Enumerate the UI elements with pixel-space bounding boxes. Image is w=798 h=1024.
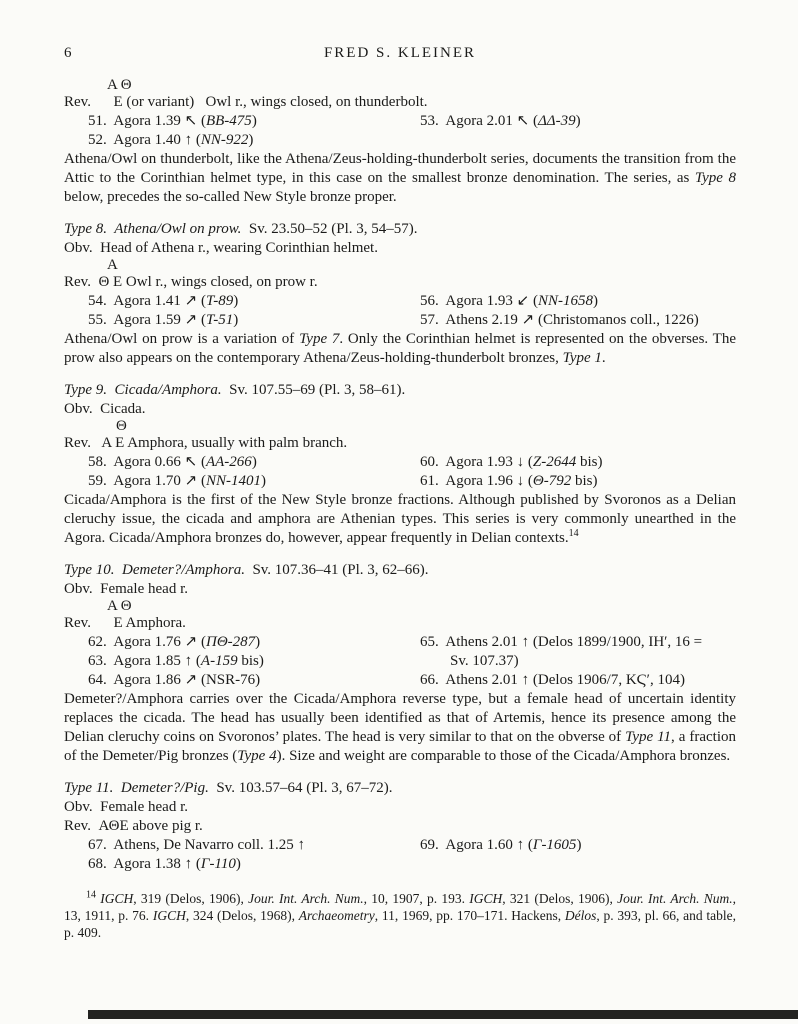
commentary-paragraph: Cicada/Amphora is the first of the New Style bronze fractions. Although published by Svoronos as a Delian cleruchy issue, the cicada and amphora are Athenian types. This series is very commonly unearthed in the Agora. Cicada/Amphora bronzes do, however, appear frequently in Delian contexts.$^{14}$ [64, 492, 736, 546]
entries-right-column [420, 112, 736, 150]
catalogue-entry: 52. Agora 1.40 ↑ (NN-922) [88, 132, 254, 148]
catalogue-entry: 54. Agora 1.41 ↗ (T-89) [88, 293, 239, 309]
rev-monogram-top: A Θ [107, 77, 132, 93]
section-type-11 [64, 779, 736, 874]
entries-right-column [420, 453, 736, 491]
catalogue-entry: 57. Athens 2.19 ↗ (Christomanos coll., 1226) [420, 312, 699, 328]
catalogue-entry: 67. Athens, De Navarro coll. 1.25 ↑ [88, 837, 306, 853]
commentary-paragraph: Athena/Owl on thunderbolt, like the Athena/Zeus-holding-thunderbolt series, documents the transition from the Attic to the Corinthian helmet type, in this case on the smallest bronze denomination. The series, as Type 8 below, precedes the so-called New Style bronze proper. [64, 151, 736, 205]
catalogue-entry: 61. Agora 1.96 ↓ (Θ-792 bis) [420, 473, 598, 489]
section-type-7-continuation [64, 78, 736, 207]
catalogue-entry: 53. Agora 2.01 ↖ (ΔΔ-39) [420, 113, 581, 129]
obv-line: Obv. Head of Athena r., wearing Corinthian helmet. [64, 240, 378, 256]
commentary-paragraph: Athena/Owl on prow is a variation of Type 7. Only the Corinthian helmet is represented on the obverses. The prow also appears on the contemporary Athena/Zeus-holding-thunderbolt bronzes, Type 1. [64, 331, 736, 366]
rev-line: Rev. A E Amphora, usually with palm branch. [64, 435, 348, 451]
catalogue-entries [64, 836, 736, 874]
catalogue-entry: 64. Agora 1.86 ↗ (NSR-76) [88, 672, 261, 688]
rev-monogram-top: A [107, 257, 118, 273]
catalogue-entry: 59. Agora 1.70 ↗ (NN-1401) [88, 473, 266, 489]
type-heading: Type 9. Cicada/Amphora. Sv. 107.55–69 (Pl. 3, 58–61). [64, 382, 406, 398]
entries-right-column [420, 292, 736, 330]
section-type-8 [64, 220, 736, 368]
type-heading: Type 8. Athena/Owl on prow. Sv. 23.50–52 (Pl. 3, 54–57). [64, 221, 418, 237]
catalogue-entry: 56. Agora 1.93 ↙ (NN-1658) [420, 293, 598, 309]
scan-edge-artifact [88, 1010, 798, 1019]
catalogue-entry: 55. Agora 1.59 ↗ (T-51) [88, 312, 239, 328]
section-type-10 [64, 561, 736, 766]
rev-monogram-top: Θ [116, 418, 127, 434]
catalogue-entry-continuation: Sv. 107.37) [420, 653, 519, 669]
catalogue-entries [64, 292, 736, 330]
catalogue-entry: 60. Agora 1.93 ↓ (Z-2644 bis) [420, 454, 603, 470]
entries-left-column [64, 836, 420, 874]
catalogue-entries [64, 633, 736, 690]
footnote-14: $^{14}$ IGCH, 319 (Delos, 1906), Jour. Int. Arch. Num., 10, 1907, p. 193. IGCH, 321 (Delos, 1906), Jour. Int. Arch. Num., 13, 1911, p. 76. IGCH, 324 (Delos, 1968), Archaeometry, 11, 1969, pp. 170–171. Hackens, Délos, p. 393, pl. 66, and table, p. 409. [64, 889, 736, 940]
catalogue-entries [64, 112, 736, 150]
entries-right-column [420, 633, 736, 690]
rev-monogram-top: A Θ [107, 598, 132, 614]
commentary-paragraph: Demeter?/Amphora carries over the Cicada/Amphora reverse type, but a female head of uncertain identity replaces the cicada. The head has usually been identified as that of Artemis, hence its presence among the Delian cleruchy coins on Svoronos’ plates. The head is very similar to that on the obverse of Type 11, a fraction of the Demeter/Pig bronzes (Type 4). Size and weight are comparable to those of the Cicada/Amphora bronzes. [64, 691, 736, 764]
catalogue-entry: 69. Agora 1.60 ↑ (Γ-1605) [420, 837, 582, 853]
obv-line: Obv. Cicada. [64, 401, 146, 417]
entries-right-column [420, 836, 736, 874]
rev-line: Rev. E (or variant) Owl r., wings closed, on thunderbolt. [64, 94, 428, 110]
catalogue-entry: 62. Agora 1.76 ↗ (ΠΘ-287) [88, 634, 261, 650]
obv-line: Obv. Female head r. [64, 799, 188, 815]
page-number: 6 [64, 45, 72, 61]
catalogue-entry: 51. Agora 1.39 ↖ (BB-475) [88, 113, 257, 129]
catalogue-entry: 66. Athens 2.01 ↑ (Delos 1906/7, ΚϚ′, 104) [420, 672, 685, 688]
type-heading: Type 11. Demeter?/Pig. Sv. 103.57–64 (Pl. 3, 67–72). [64, 780, 393, 796]
page-header [64, 44, 736, 63]
catalogue-entries [64, 453, 736, 491]
section-type-9 [64, 381, 736, 548]
obv-line: Obv. Female head r. [64, 581, 188, 597]
entries-left-column [64, 112, 420, 150]
catalogue-entry: 58. Agora 0.66 ↖ (AA-266) [88, 454, 257, 470]
rev-line: Rev. ΑΘΕ above pig r. [64, 818, 203, 834]
rev-line: Rev. Θ E Owl r., wings closed, on prow r. [64, 274, 318, 290]
catalogue-entry: 63. Agora 1.85 ↑ (A-159 bis) [88, 653, 264, 669]
catalogue-entry: 68. Agora 1.38 ↑ (Γ-110) [88, 856, 241, 872]
catalogue-entry: 65. Athens 2.01 ↑ (Delos 1899/1900, ΙΗ′, 16 = [420, 634, 703, 650]
running-header: FRED S. KLEINER [323, 45, 477, 61]
type-heading: Type 10. Demeter?/Amphora. Sv. 107.36–41 (Pl. 3, 62–66). [64, 562, 429, 578]
entries-left-column [64, 292, 420, 330]
rev-line: Rev. E Amphora. [64, 615, 186, 631]
entries-left-column [64, 453, 420, 491]
entries-left-column [64, 633, 420, 690]
